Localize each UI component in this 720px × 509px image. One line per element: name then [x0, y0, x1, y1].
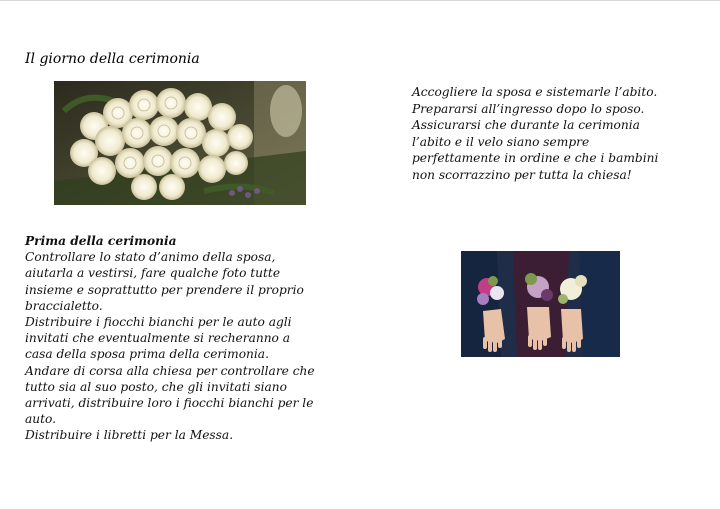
text-line: aiutarla a vestirsi, fare qualche foto tutte [25, 266, 281, 281]
text-line: Accogliere la sposa e sistemarle l’abito. [412, 85, 658, 99]
text-line: Distribuire i fiocchi bianchi per le auto agli [25, 315, 292, 330]
text-line: Assicurarsi che durante la cerimonia [412, 118, 640, 132]
text-line: tutto sia al suo posto, che gli invitati siano [25, 379, 287, 394]
roses-photo-icon [54, 81, 306, 205]
text-line: casa della sposa prima della cerimonia. [25, 347, 269, 362]
top-border-line [0, 0, 720, 1]
text-line: Andare di corsa alla chiesa per controllare che [25, 363, 315, 378]
page-title: Il giorno della cerimonia [25, 51, 200, 67]
text-line: l’abito e il velo siano sempre [412, 134, 590, 149]
wrist-corsages-image [461, 251, 620, 357]
white-rose-bouquet-image [54, 81, 306, 205]
text-line: braccialetto. [25, 298, 103, 313]
left-section [25, 233, 345, 444]
text-line: Controllare lo stato d’animo della sposa, [25, 250, 276, 265]
section-heading: Prima della cerimonia [25, 234, 177, 248]
text-line: perfettamente in ordine e che i bambini [412, 151, 659, 165]
text-line: auto. [25, 412, 57, 427]
text-line: arrivati, distribuire loro i fiocchi bianchi per le [25, 396, 314, 411]
corsages-photo-icon [461, 251, 620, 357]
text-line: Distribuire i libretti per la Messa. [25, 428, 234, 443]
text-line: invitati che eventualmente si recheranno a [25, 331, 291, 346]
right-paragraph [412, 84, 702, 183]
text-line: insieme e soprattutto per prendere il proprio [25, 282, 304, 297]
text-line: non scorrazzino per tutta la chiesa! [412, 167, 632, 182]
text-line: Prepararsi all’ingresso dopo lo sposo. [412, 101, 645, 116]
